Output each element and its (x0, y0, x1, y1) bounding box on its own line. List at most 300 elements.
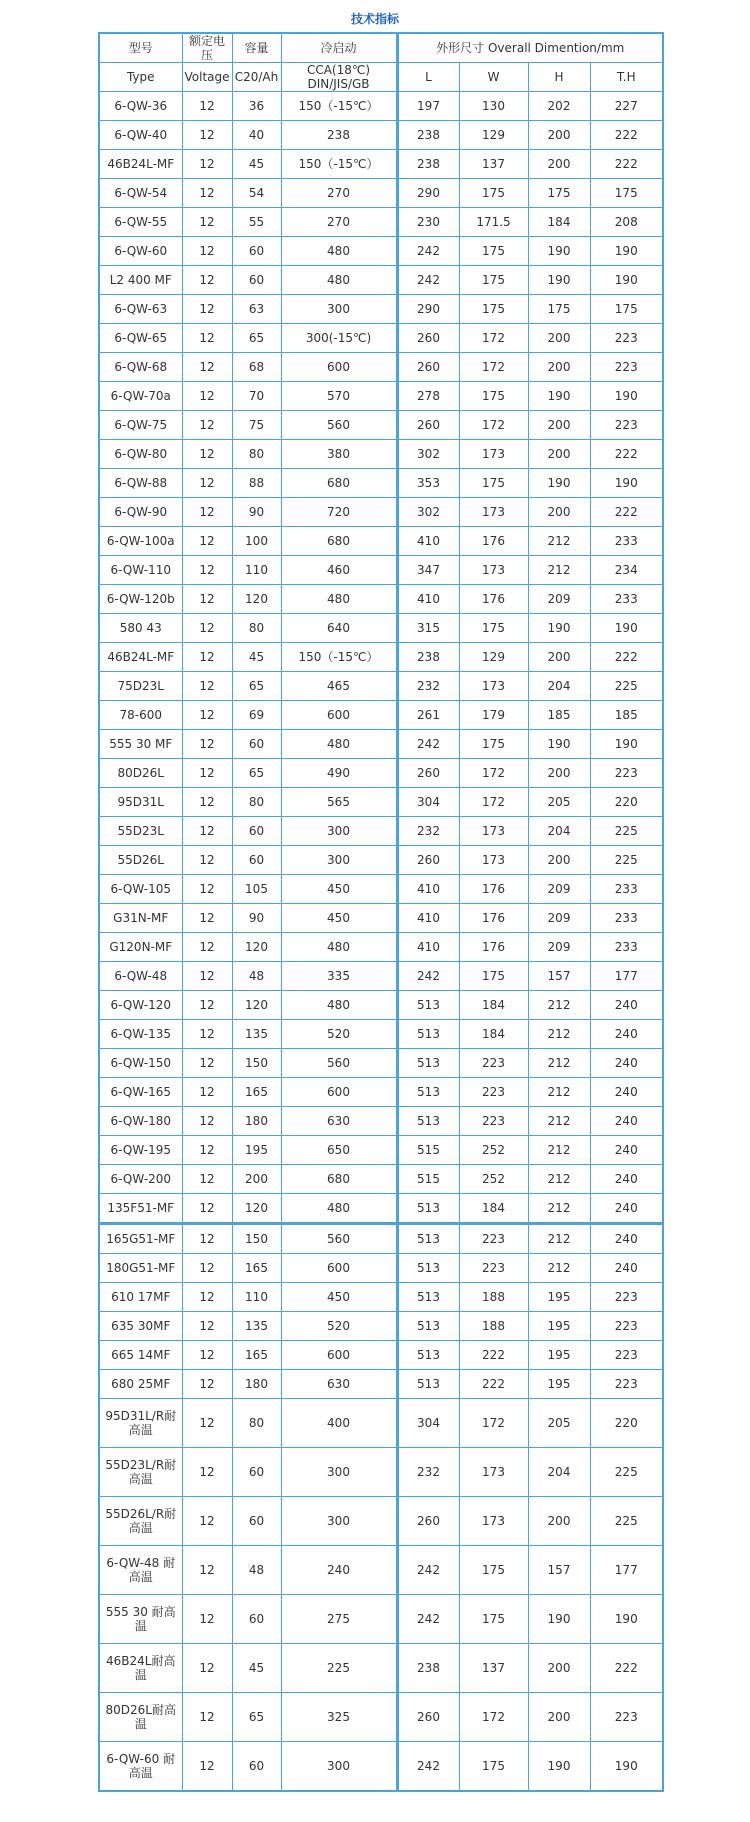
table-row (99, 1194, 663, 1224)
cell-length: 261 (397, 701, 459, 730)
cell-cca: 450 (281, 875, 397, 904)
cell-type: 55D23L/R耐高温 (99, 1448, 182, 1497)
cell-width: 173 (459, 556, 528, 585)
cell-voltage: 12 (182, 1370, 232, 1399)
cell-width: 188 (459, 1312, 528, 1341)
cell-cca: 270 (281, 208, 397, 237)
cell-width: 130 (459, 92, 528, 121)
cell-total-height: 222 (590, 121, 663, 150)
table-row (99, 1254, 663, 1283)
cell-type: 80D26L (99, 759, 182, 788)
header-voltage-zh: 额定电压 (182, 33, 232, 63)
cell-cca: 560 (281, 1049, 397, 1078)
cell-total-height: 222 (590, 440, 663, 469)
cell-width: 173 (459, 817, 528, 846)
cell-length: 238 (397, 1644, 459, 1693)
cell-type: 6-QW-48 (99, 962, 182, 991)
cell-voltage: 12 (182, 121, 232, 150)
cell-type: 555 30 MF (99, 730, 182, 759)
table-row (99, 846, 663, 875)
cell-width: 173 (459, 498, 528, 527)
cell-capacity: 60 (232, 817, 281, 846)
cell-voltage: 12 (182, 759, 232, 788)
cell-width: 184 (459, 1020, 528, 1049)
cell-voltage: 12 (182, 1341, 232, 1370)
cell-voltage: 12 (182, 1283, 232, 1312)
cell-type: 6-QW-75 (99, 411, 182, 440)
cell-total-height: 240 (590, 1020, 663, 1049)
cell-height: 205 (528, 1399, 590, 1448)
cell-length: 302 (397, 498, 459, 527)
cell-capacity: 60 (232, 846, 281, 875)
cell-capacity: 70 (232, 382, 281, 411)
cell-capacity: 180 (232, 1370, 281, 1399)
cell-cca: 565 (281, 788, 397, 817)
table-row (99, 1341, 663, 1370)
cell-height: 190 (528, 382, 590, 411)
cell-total-height: 190 (590, 614, 663, 643)
cell-voltage: 12 (182, 1136, 232, 1165)
table-row (99, 1742, 663, 1792)
cell-cca: 400 (281, 1399, 397, 1448)
cell-cca: 300 (281, 846, 397, 875)
cell-height: 195 (528, 1341, 590, 1370)
cell-length: 260 (397, 324, 459, 353)
cell-voltage: 12 (182, 962, 232, 991)
cell-voltage: 12 (182, 295, 232, 324)
cell-capacity: 45 (232, 643, 281, 672)
cell-voltage: 12 (182, 411, 232, 440)
cell-total-height: 225 (590, 817, 663, 846)
table-row (99, 585, 663, 614)
cell-capacity: 60 (232, 1595, 281, 1644)
cell-capacity: 60 (232, 730, 281, 759)
cell-voltage: 12 (182, 179, 232, 208)
table-row (99, 1283, 663, 1312)
cell-capacity: 60 (232, 1497, 281, 1546)
cell-height: 190 (528, 614, 590, 643)
cell-total-height: 225 (590, 846, 663, 875)
table-row (99, 1693, 663, 1742)
table-row (99, 672, 663, 701)
cell-length: 347 (397, 556, 459, 585)
cell-capacity: 110 (232, 556, 281, 585)
cell-total-height: 222 (590, 643, 663, 672)
cell-type: 95D31L/R耐高温 (99, 1399, 182, 1448)
cell-height: 190 (528, 266, 590, 295)
cell-cca: 640 (281, 614, 397, 643)
cell-length: 197 (397, 92, 459, 121)
cell-capacity: 65 (232, 324, 281, 353)
cell-height: 212 (528, 1194, 590, 1224)
cell-cca: 300 (281, 295, 397, 324)
table-row (99, 440, 663, 469)
cell-height: 212 (528, 1049, 590, 1078)
cell-type: 135F51-MF (99, 1194, 182, 1224)
cell-length: 410 (397, 875, 459, 904)
cell-type: 6-QW-120 (99, 991, 182, 1020)
cell-total-height: 190 (590, 237, 663, 266)
cell-voltage: 12 (182, 266, 232, 295)
cell-voltage: 12 (182, 1165, 232, 1194)
cell-capacity: 69 (232, 701, 281, 730)
cell-height: 195 (528, 1312, 590, 1341)
cell-type: 55D26L/R耐高温 (99, 1497, 182, 1546)
cell-voltage: 12 (182, 208, 232, 237)
cell-total-height: 222 (590, 498, 663, 527)
cell-voltage: 12 (182, 1693, 232, 1742)
cell-type: 6-QW-70a (99, 382, 182, 411)
table-row (99, 237, 663, 266)
cell-width: 175 (459, 614, 528, 643)
table-row (99, 991, 663, 1020)
cell-height: 195 (528, 1283, 590, 1312)
cell-length: 242 (397, 730, 459, 759)
cell-voltage: 12 (182, 672, 232, 701)
cell-cca: 560 (281, 1224, 397, 1254)
cell-width: 175 (459, 1595, 528, 1644)
cell-width: 223 (459, 1078, 528, 1107)
table-row (99, 1370, 663, 1399)
cell-cca: 480 (281, 933, 397, 962)
cell-height: 205 (528, 788, 590, 817)
table-row (99, 382, 663, 411)
cell-cca: 450 (281, 904, 397, 933)
cell-length: 242 (397, 1742, 459, 1792)
cell-capacity: 48 (232, 1546, 281, 1595)
table-row (99, 643, 663, 672)
cell-capacity: 135 (232, 1312, 281, 1341)
cell-width: 223 (459, 1224, 528, 1254)
cell-capacity: 165 (232, 1254, 281, 1283)
cell-cca: 480 (281, 237, 397, 266)
cell-capacity: 68 (232, 353, 281, 382)
cell-voltage: 12 (182, 701, 232, 730)
cell-width: 222 (459, 1341, 528, 1370)
table-row (99, 1595, 663, 1644)
cell-type: 6-QW-165 (99, 1078, 182, 1107)
cell-cca: 380 (281, 440, 397, 469)
cell-voltage: 12 (182, 1546, 232, 1595)
cell-voltage: 12 (182, 1049, 232, 1078)
header-width: W (459, 63, 528, 92)
cell-total-height: 223 (590, 324, 663, 353)
cell-length: 290 (397, 179, 459, 208)
cell-length: 304 (397, 788, 459, 817)
cell-total-height: 223 (590, 1283, 663, 1312)
spec-table (98, 32, 664, 1792)
cell-voltage: 12 (182, 904, 232, 933)
cell-length: 260 (397, 411, 459, 440)
cell-voltage: 12 (182, 440, 232, 469)
cell-type: 78-600 (99, 701, 182, 730)
cell-width: 252 (459, 1165, 528, 1194)
cell-capacity: 120 (232, 1194, 281, 1224)
cell-height: 200 (528, 1693, 590, 1742)
cell-width: 129 (459, 643, 528, 672)
header-capacity: C20/Ah (232, 63, 281, 92)
cell-voltage: 12 (182, 382, 232, 411)
cell-length: 232 (397, 672, 459, 701)
cell-voltage: 12 (182, 1644, 232, 1693)
cell-cca: 238 (281, 121, 397, 150)
cell-voltage: 12 (182, 1448, 232, 1497)
cell-voltage: 12 (182, 150, 232, 179)
cell-total-height: 240 (590, 1107, 663, 1136)
cell-width: 223 (459, 1049, 528, 1078)
cell-voltage: 12 (182, 643, 232, 672)
cell-height: 212 (528, 527, 590, 556)
cell-width: 173 (459, 846, 528, 875)
cell-height: 204 (528, 672, 590, 701)
cell-length: 513 (397, 1283, 459, 1312)
cell-width: 184 (459, 1194, 528, 1224)
cell-length: 515 (397, 1165, 459, 1194)
cell-width: 175 (459, 1546, 528, 1595)
cell-length: 260 (397, 1693, 459, 1742)
table-row (99, 295, 663, 324)
cell-total-height: 223 (590, 1370, 663, 1399)
cell-capacity: 135 (232, 1020, 281, 1049)
cell-height: 200 (528, 1644, 590, 1693)
cell-voltage: 12 (182, 730, 232, 759)
cell-length: 513 (397, 1341, 459, 1370)
cell-total-height: 233 (590, 875, 663, 904)
cell-total-height: 233 (590, 585, 663, 614)
table-row (99, 150, 663, 179)
cell-total-height: 225 (590, 672, 663, 701)
cell-height: 195 (528, 1370, 590, 1399)
cell-capacity: 48 (232, 962, 281, 991)
cell-cca: 630 (281, 1107, 397, 1136)
cell-length: 290 (397, 295, 459, 324)
cell-height: 190 (528, 237, 590, 266)
cell-capacity: 40 (232, 121, 281, 150)
cell-voltage: 12 (182, 991, 232, 1020)
cell-capacity: 200 (232, 1165, 281, 1194)
cell-height: 209 (528, 904, 590, 933)
cell-width: 175 (459, 469, 528, 498)
cell-width: 172 (459, 1693, 528, 1742)
cell-type: 46B24L-MF (99, 643, 182, 672)
cell-type: 6-QW-40 (99, 121, 182, 150)
cell-voltage: 12 (182, 237, 232, 266)
cell-type: 6-QW-68 (99, 353, 182, 382)
cell-width: 176 (459, 585, 528, 614)
cell-height: 202 (528, 92, 590, 121)
cell-capacity: 45 (232, 1644, 281, 1693)
cell-length: 242 (397, 1546, 459, 1595)
cell-type: 6-QW-48 耐高温 (99, 1546, 182, 1595)
cell-capacity: 65 (232, 759, 281, 788)
cell-width: 176 (459, 875, 528, 904)
cell-length: 278 (397, 382, 459, 411)
cell-width: 222 (459, 1370, 528, 1399)
table-row (99, 266, 663, 295)
cell-height: 190 (528, 1742, 590, 1792)
cell-height: 184 (528, 208, 590, 237)
cell-width: 129 (459, 121, 528, 150)
cell-type: 580 43 (99, 614, 182, 643)
cell-length: 353 (397, 469, 459, 498)
cell-voltage: 12 (182, 817, 232, 846)
cell-width: 175 (459, 962, 528, 991)
table-row (99, 962, 663, 991)
cell-total-height: 225 (590, 1448, 663, 1497)
cell-cca: 680 (281, 469, 397, 498)
cell-width: 176 (459, 904, 528, 933)
cell-cca: 150（-15℃） (281, 643, 397, 672)
table-row (99, 1136, 663, 1165)
table-row (99, 556, 663, 585)
header-length: L (397, 63, 459, 92)
cell-voltage: 12 (182, 469, 232, 498)
cell-capacity: 36 (232, 92, 281, 121)
cell-type: 46B24L-MF (99, 150, 182, 179)
table-row (99, 933, 663, 962)
cell-capacity: 63 (232, 295, 281, 324)
cell-length: 513 (397, 1049, 459, 1078)
cell-capacity: 80 (232, 1399, 281, 1448)
cell-length: 260 (397, 759, 459, 788)
cell-cca: 490 (281, 759, 397, 788)
cell-type: 6-QW-55 (99, 208, 182, 237)
cell-width: 175 (459, 1742, 528, 1792)
cell-width: 252 (459, 1136, 528, 1165)
cell-type: 6-QW-105 (99, 875, 182, 904)
table-row (99, 817, 663, 846)
cell-width: 175 (459, 382, 528, 411)
cell-height: 175 (528, 179, 590, 208)
cell-cca: 150（-15℃） (281, 150, 397, 179)
cell-width: 175 (459, 237, 528, 266)
table-row (99, 527, 663, 556)
cell-width: 179 (459, 701, 528, 730)
cell-total-height: 223 (590, 353, 663, 382)
cell-width: 176 (459, 527, 528, 556)
table-row (99, 1165, 663, 1194)
cell-length: 513 (397, 1370, 459, 1399)
cell-total-height: 240 (590, 991, 663, 1020)
table-row (99, 1107, 663, 1136)
cell-capacity: 90 (232, 498, 281, 527)
cell-total-height: 190 (590, 266, 663, 295)
cell-total-height: 222 (590, 1644, 663, 1693)
cell-voltage: 12 (182, 1078, 232, 1107)
table-row (99, 1644, 663, 1693)
cell-capacity: 100 (232, 527, 281, 556)
cell-type: 95D31L (99, 788, 182, 817)
table-row (99, 788, 663, 817)
cell-length: 513 (397, 991, 459, 1020)
cell-length: 513 (397, 1254, 459, 1283)
cell-capacity: 165 (232, 1341, 281, 1370)
cell-height: 212 (528, 556, 590, 585)
table-row (99, 1049, 663, 1078)
cell-total-height: 225 (590, 1497, 663, 1546)
cell-capacity: 88 (232, 469, 281, 498)
cell-voltage: 12 (182, 1020, 232, 1049)
cell-voltage: 12 (182, 1224, 232, 1254)
cell-capacity: 120 (232, 585, 281, 614)
table-row (99, 179, 663, 208)
cell-length: 513 (397, 1020, 459, 1049)
cell-total-height: 233 (590, 527, 663, 556)
cell-total-height: 208 (590, 208, 663, 237)
cell-capacity: 65 (232, 1693, 281, 1742)
cell-length: 410 (397, 904, 459, 933)
cell-capacity: 120 (232, 933, 281, 962)
cell-height: 157 (528, 962, 590, 991)
cell-width: 184 (459, 991, 528, 1020)
cell-total-height: 177 (590, 1546, 663, 1595)
cell-capacity: 150 (232, 1224, 281, 1254)
cell-voltage: 12 (182, 788, 232, 817)
cell-width: 175 (459, 730, 528, 759)
cell-cca: 480 (281, 991, 397, 1020)
cell-length: 230 (397, 208, 459, 237)
cell-capacity: 65 (232, 672, 281, 701)
cell-total-height: 175 (590, 179, 663, 208)
cell-total-height: 223 (590, 1341, 663, 1370)
cell-type: 55D23L (99, 817, 182, 846)
cell-width: 172 (459, 411, 528, 440)
cell-height: 204 (528, 1448, 590, 1497)
cell-total-height: 175 (590, 295, 663, 324)
cell-total-height: 240 (590, 1254, 663, 1283)
cell-voltage: 12 (182, 1595, 232, 1644)
cell-width: 176 (459, 933, 528, 962)
cell-type: 46B24L耐高温 (99, 1644, 182, 1693)
cell-voltage: 12 (182, 556, 232, 585)
cell-capacity: 195 (232, 1136, 281, 1165)
table-row (99, 904, 663, 933)
cell-cca: 600 (281, 1341, 397, 1370)
cell-width: 223 (459, 1107, 528, 1136)
cell-total-height: 227 (590, 92, 663, 121)
cell-voltage: 12 (182, 1497, 232, 1546)
cell-width: 172 (459, 759, 528, 788)
cell-length: 513 (397, 1224, 459, 1254)
cell-voltage: 12 (182, 1107, 232, 1136)
cell-length: 238 (397, 121, 459, 150)
cell-cca: 240 (281, 1546, 397, 1595)
cell-cca: 480 (281, 730, 397, 759)
cell-cca: 680 (281, 1165, 397, 1194)
cell-height: 212 (528, 991, 590, 1020)
cell-type: 55D26L (99, 846, 182, 875)
cell-height: 200 (528, 498, 590, 527)
header-voltage: Voltage (182, 63, 232, 92)
cell-height: 212 (528, 1165, 590, 1194)
cell-voltage: 12 (182, 1254, 232, 1283)
cell-type: 6-QW-150 (99, 1049, 182, 1078)
cell-cca: 600 (281, 1254, 397, 1283)
cell-cca: 650 (281, 1136, 397, 1165)
cell-capacity: 55 (232, 208, 281, 237)
table-row (99, 324, 663, 353)
cell-total-height: 240 (590, 1165, 663, 1194)
cell-height: 190 (528, 469, 590, 498)
cell-capacity: 60 (232, 1742, 281, 1792)
cell-type: 6-QW-100a (99, 527, 182, 556)
cell-total-height: 220 (590, 1399, 663, 1448)
cell-total-height: 223 (590, 1312, 663, 1341)
cell-length: 242 (397, 266, 459, 295)
table-row (99, 759, 663, 788)
cell-cca: 480 (281, 266, 397, 295)
cell-length: 260 (397, 353, 459, 382)
